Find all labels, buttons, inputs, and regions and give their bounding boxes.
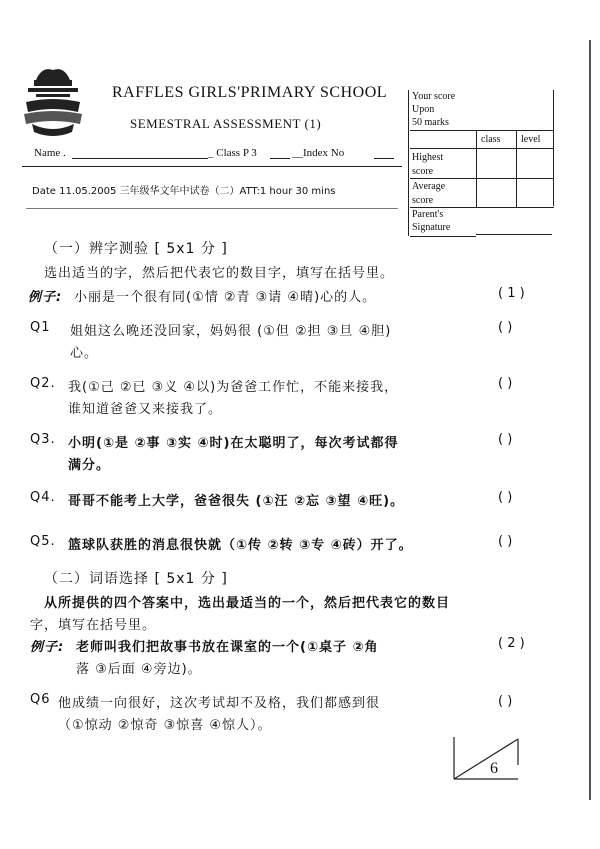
q1-text-line1: 姐姐这么晚还没回家，妈妈很 (①但 ②担 ③旦 ④胆): [70, 324, 392, 339]
school-name: RAFFLES GIRLS'PRIMARY SCHOOL: [112, 84, 388, 101]
class-label: _ Class P 3: [208, 147, 257, 159]
q3-answer-bracket[interactable]: ( ): [498, 432, 513, 447]
level-column-header: level: [521, 134, 541, 145]
index-field-line: [374, 158, 394, 159]
q6-answer-bracket[interactable]: ( ): [498, 694, 513, 709]
date-line: Date 11.05.2005 三年级华文年中试卷（二）ATT:1 hour 30 mins: [32, 186, 336, 197]
section1-title: （一）辨字测验 [ 5x1 分 ]: [44, 241, 228, 257]
score-box-row-line-2: [410, 148, 554, 149]
q1-number: Q1: [30, 320, 51, 335]
q5-text-line1: 篮球队获胜的消息很快就（①传 ②转 ③专 ④砖）开了。: [68, 538, 413, 553]
q1-text-line2: 心。: [70, 346, 99, 361]
page-score-box: [452, 735, 520, 781]
section1-example-label: 例子:: [28, 290, 63, 305]
section2-instruction-line2: 字，填写在括号里。: [30, 618, 157, 633]
section2-instruction-line1: 从所提供的四个答案中，选出最适当的一个，然后把代表它的数目: [44, 596, 451, 611]
q4-answer-bracket[interactable]: ( ): [498, 490, 513, 505]
section2-title: （二）词语选择 [ 5x1 分 ]: [44, 571, 228, 587]
q3-number: Q3.: [30, 432, 56, 447]
q4-number: Q4.: [30, 490, 56, 505]
highest-label: Highest: [412, 152, 444, 163]
signature-line: [476, 234, 552, 235]
q5-number: Q5.: [30, 534, 56, 549]
score-box-row-line-4: [410, 207, 554, 208]
average-score-label: score: [412, 195, 434, 206]
highest-score-label: score: [412, 166, 434, 177]
header-divider: [22, 166, 402, 167]
score-box-col-line-2: [516, 130, 517, 208]
q2-text-line1: 我(①己 ②已 ③义 ④以)为爸爸工作忙，不能来接我，: [68, 380, 399, 395]
name-field-line: [72, 158, 208, 159]
q2-answer-bracket[interactable]: ( ): [498, 376, 513, 391]
date-underline: [26, 208, 398, 209]
parents-label: Parent's: [412, 209, 444, 220]
score-box-row-line-1: [410, 130, 554, 131]
section2-example-answer: ( 2 ): [498, 636, 525, 651]
q1-answer-bracket[interactable]: ( ): [498, 320, 513, 335]
q2-text-line2: 谁知道爸爸又来接我了。: [68, 402, 223, 417]
score-box-bottom-border: [410, 236, 476, 237]
score-box-row-line-3: [410, 178, 554, 179]
average-label: Average: [412, 181, 446, 192]
score-box-left-border: [408, 90, 409, 236]
upon-label: Upon: [412, 104, 435, 115]
school-crest-logo: [22, 62, 84, 140]
fifty-marks-label: 50 marks: [412, 117, 449, 128]
signature-label: Signature: [412, 222, 451, 233]
page-score-value: 6: [490, 760, 498, 777]
q4-text-line1: 哥哥不能考上大学，爸爸很失 (①汪 ②忘 ③望 ④旺)。: [68, 494, 405, 509]
your-score-label: Your score: [412, 91, 456, 102]
q6-text-line1: 他成绩一向很好，这次考试却不及格，我们都感到很: [58, 696, 381, 711]
q3-text-line2: 满分。: [68, 458, 111, 473]
assessment-title: SEMESTRAL ASSESSMENT (1): [130, 116, 322, 131]
section2-example-line1: 老师叫我们把故事书放在课室的一个(①桌子 ②角: [76, 640, 379, 655]
q6-number: Q6: [30, 692, 51, 707]
section1-example-answer: ( 1 ): [498, 286, 525, 301]
index-label: __Index No: [292, 147, 345, 159]
section1-instruction: 选出适当的字，然后把代表它的数目字，填写在括号里。: [44, 266, 395, 281]
class-column-header: class: [481, 134, 501, 145]
scan-edge-line: [589, 40, 591, 800]
section1-example-text: 小丽是一个很有同(①情 ②青 ③请 ④晴)心的人。: [74, 290, 377, 305]
q5-answer-bracket[interactable]: ( ): [498, 534, 513, 549]
section2-example-line2: 落 ③后面 ④旁边)。: [76, 662, 202, 677]
q2-number: Q2.: [30, 376, 56, 391]
q6-text-line2: （①惊动 ②惊奇 ③惊喜 ④惊人）。: [58, 718, 272, 733]
q3-text-line1: 小明(①是 ②事 ③实 ④时)在太聪明了，每次考试都得: [68, 436, 399, 451]
section2-example-label: 例子:: [30, 640, 65, 655]
name-label: Name .: [34, 147, 66, 159]
score-box-col-line-1: [476, 130, 477, 208]
class-field-line: [270, 158, 290, 159]
